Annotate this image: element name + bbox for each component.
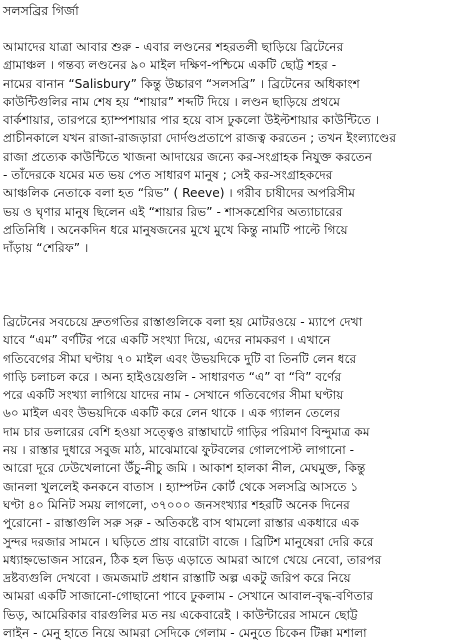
paragraph-1 — [3, 38, 453, 258]
text-line: আরো দূরে ঢেউখেলানো উঁচু-নীচু জমি । আকাশ হালকা নীল, মেঘমুক্ত, কিন্তু — [3, 461, 366, 476]
text-line: দাম চার ডলারের বেশি হওয়া সত্ত্বেও রাস্তাঘাটে গাড়ির পরিমাণ বিন্দুমাত্র কম — [3, 424, 370, 439]
text-line: পুরোনো - রাস্তাগুলি সরু সরু - অতিকষ্টে বাস থামলো রাস্তার একধারে এক — [3, 516, 360, 531]
text-line: দাঁড়ায় “শেরিফ” । — [3, 241, 89, 256]
text-line: গাড়ি চলাচল করে । অন্য হাইওয়েগুলি - সাধারণত “এ” বা “বি” বর্ণের — [3, 369, 342, 384]
text-line: ব্রিটেনের সবচেয়ে দ্রুতগতির রাস্তাগুলিকে বলা হয় মোটরওয়ে - ম্যাপে দেখা — [3, 315, 363, 329]
text-line: প্রাচীনকালে যখন রাজা-রাজড়ারা দোর্দণ্ডপ্রতাপে রাজত্ব করতেন ; তখন ইংল্যাণ্ডের — [3, 131, 397, 146]
text-line: জানলা খুললেই কনকনে বাতাস । হ্যাম্পটন কোর্ট থেকে সলসব্রি আসতে ১ — [3, 479, 359, 494]
text-line: প্রতিনিধি । অনেকদিন ধরে মানুষজনের মুখে মুখে কিন্তু নামটি পাল্টে গিয়ে — [3, 222, 348, 237]
text-line: গ্রামাঞ্চল । গন্তব্য লণ্ডনের ৯০ মাইল দক্ষিণ-পশ্চিমে একটি ছোট্ট শহর - — [3, 58, 337, 73]
text-line: যাবে “এম” বর্ণটির পরে একটি সংখ্যা দিয়ে, এদের নামকরণ । এখানে — [3, 333, 331, 348]
text-line: লাইন - মেনু হাতে নিয়ে আমরা সেদিকে গেলাম - মেনুতে চিকেন টিক্কা মশালা — [3, 626, 367, 641]
text-line: নামের বানান “Salisbury” কিন্তু উচ্চারণ “সলসব্রি” । ব্রিটেনের অধিকাংশ — [3, 76, 360, 91]
text-line: আমরা একটি সাজানো-গোছানো পাবে ঢুকলাম - সেখানে আবাল-বৃদ্ধ-বণিতার — [3, 589, 374, 604]
text-line: বার্কশায়ার, তারপরে হ্যাম্পশায়ার পার হয়ে বাস ঢুকলো উইল্টশায়ার কাউন্টিতে । — [3, 113, 380, 128]
text-line: কাউন্টিগুলির নাম শেষ হয় “শায়ার” শব্দটি দিয়ে । লণ্ডন ছাড়িয়ে প্রথমে — [3, 94, 341, 109]
text-line: রাজা প্রত্যেক কাউন্টিতে খাজনা আদায়ের জন্যে কর-সংগ্রাহক নিযুক্ত করতেন — [3, 149, 373, 164]
text-line: গতিবেগের সীমা ঘণ্টায় ৭০ মাইল এবং উভয়দিকে দুটি বা তিনটি লেন ধরে — [3, 351, 357, 366]
text-line: নয় । রাস্তার দুধারে সবুজ মাঠ, মাঝেমাঝে ফুটবলের গোলপোস্ট লাগানো - — [3, 443, 355, 458]
text-line: ঘণ্টা ৪০ মিনিট সময় লাগলো, ৩৭০০০ জনসংখ্যার শহরটি অনেক দিনের — [3, 497, 350, 512]
paragraph-2 — [3, 313, 453, 642]
text-line: মধ্যাহ্নভোজন সারেন, ঠিক হল ভিড় এড়াতে আমরা আগে খেয়ে নেবো, তারপর — [3, 552, 382, 567]
text-line: আমাদের যাত্রা আবার শুরু - এবার লণ্ডনের শহরতলী ছাড়িয়ে ব্রিটেনের — [3, 40, 344, 54]
text-line: ভয় ও ঘৃণার মানুষ ছিলেন এই “শায়ার রিভ” - শাসকশ্রেণির অত্যাচারের — [3, 204, 343, 219]
text-line: ৬০ মাইল এবং উভয়দিকে একটি করে লেন থাকে । এক গ্যালন তেলের — [3, 406, 341, 421]
text-line: ভিড়, আমেরিকার বারগুলির মত নয় একেবারেই । কাউন্টারের সামনে ছোট্ট — [3, 607, 358, 622]
text-line: সুন্দর দরজার সামনে । ঘড়িতে প্রায় বারোটা বাজে । ব্রিটিশ মানুষেরা দেরি করে — [3, 534, 374, 549]
text-line: আঞ্চলিক নেতাকে বলা হত “রিভ” ( Reeve) । গরীব চাষীদের অপরিসীম — [3, 186, 355, 201]
document-title: সলসব্রির গির্জা — [3, 3, 79, 18]
text-line: পরে একটি সংখ্যা লাগিয়ে যাদের নাম - সেখানে গতিবেগের সীমা ঘণ্টায় — [3, 388, 344, 403]
text-line: দ্রষ্টব্যগুলি দেখবো । জমজমাট প্রধান রাস্তাটি অল্প একটু জরিপ করে নিয়ে — [3, 571, 351, 586]
text-line: - তাঁদেরকে যমের মত ভয় পেত সাধারণ মানুষ ; সেই কর-সংগ্রাহকদের — [3, 168, 333, 183]
